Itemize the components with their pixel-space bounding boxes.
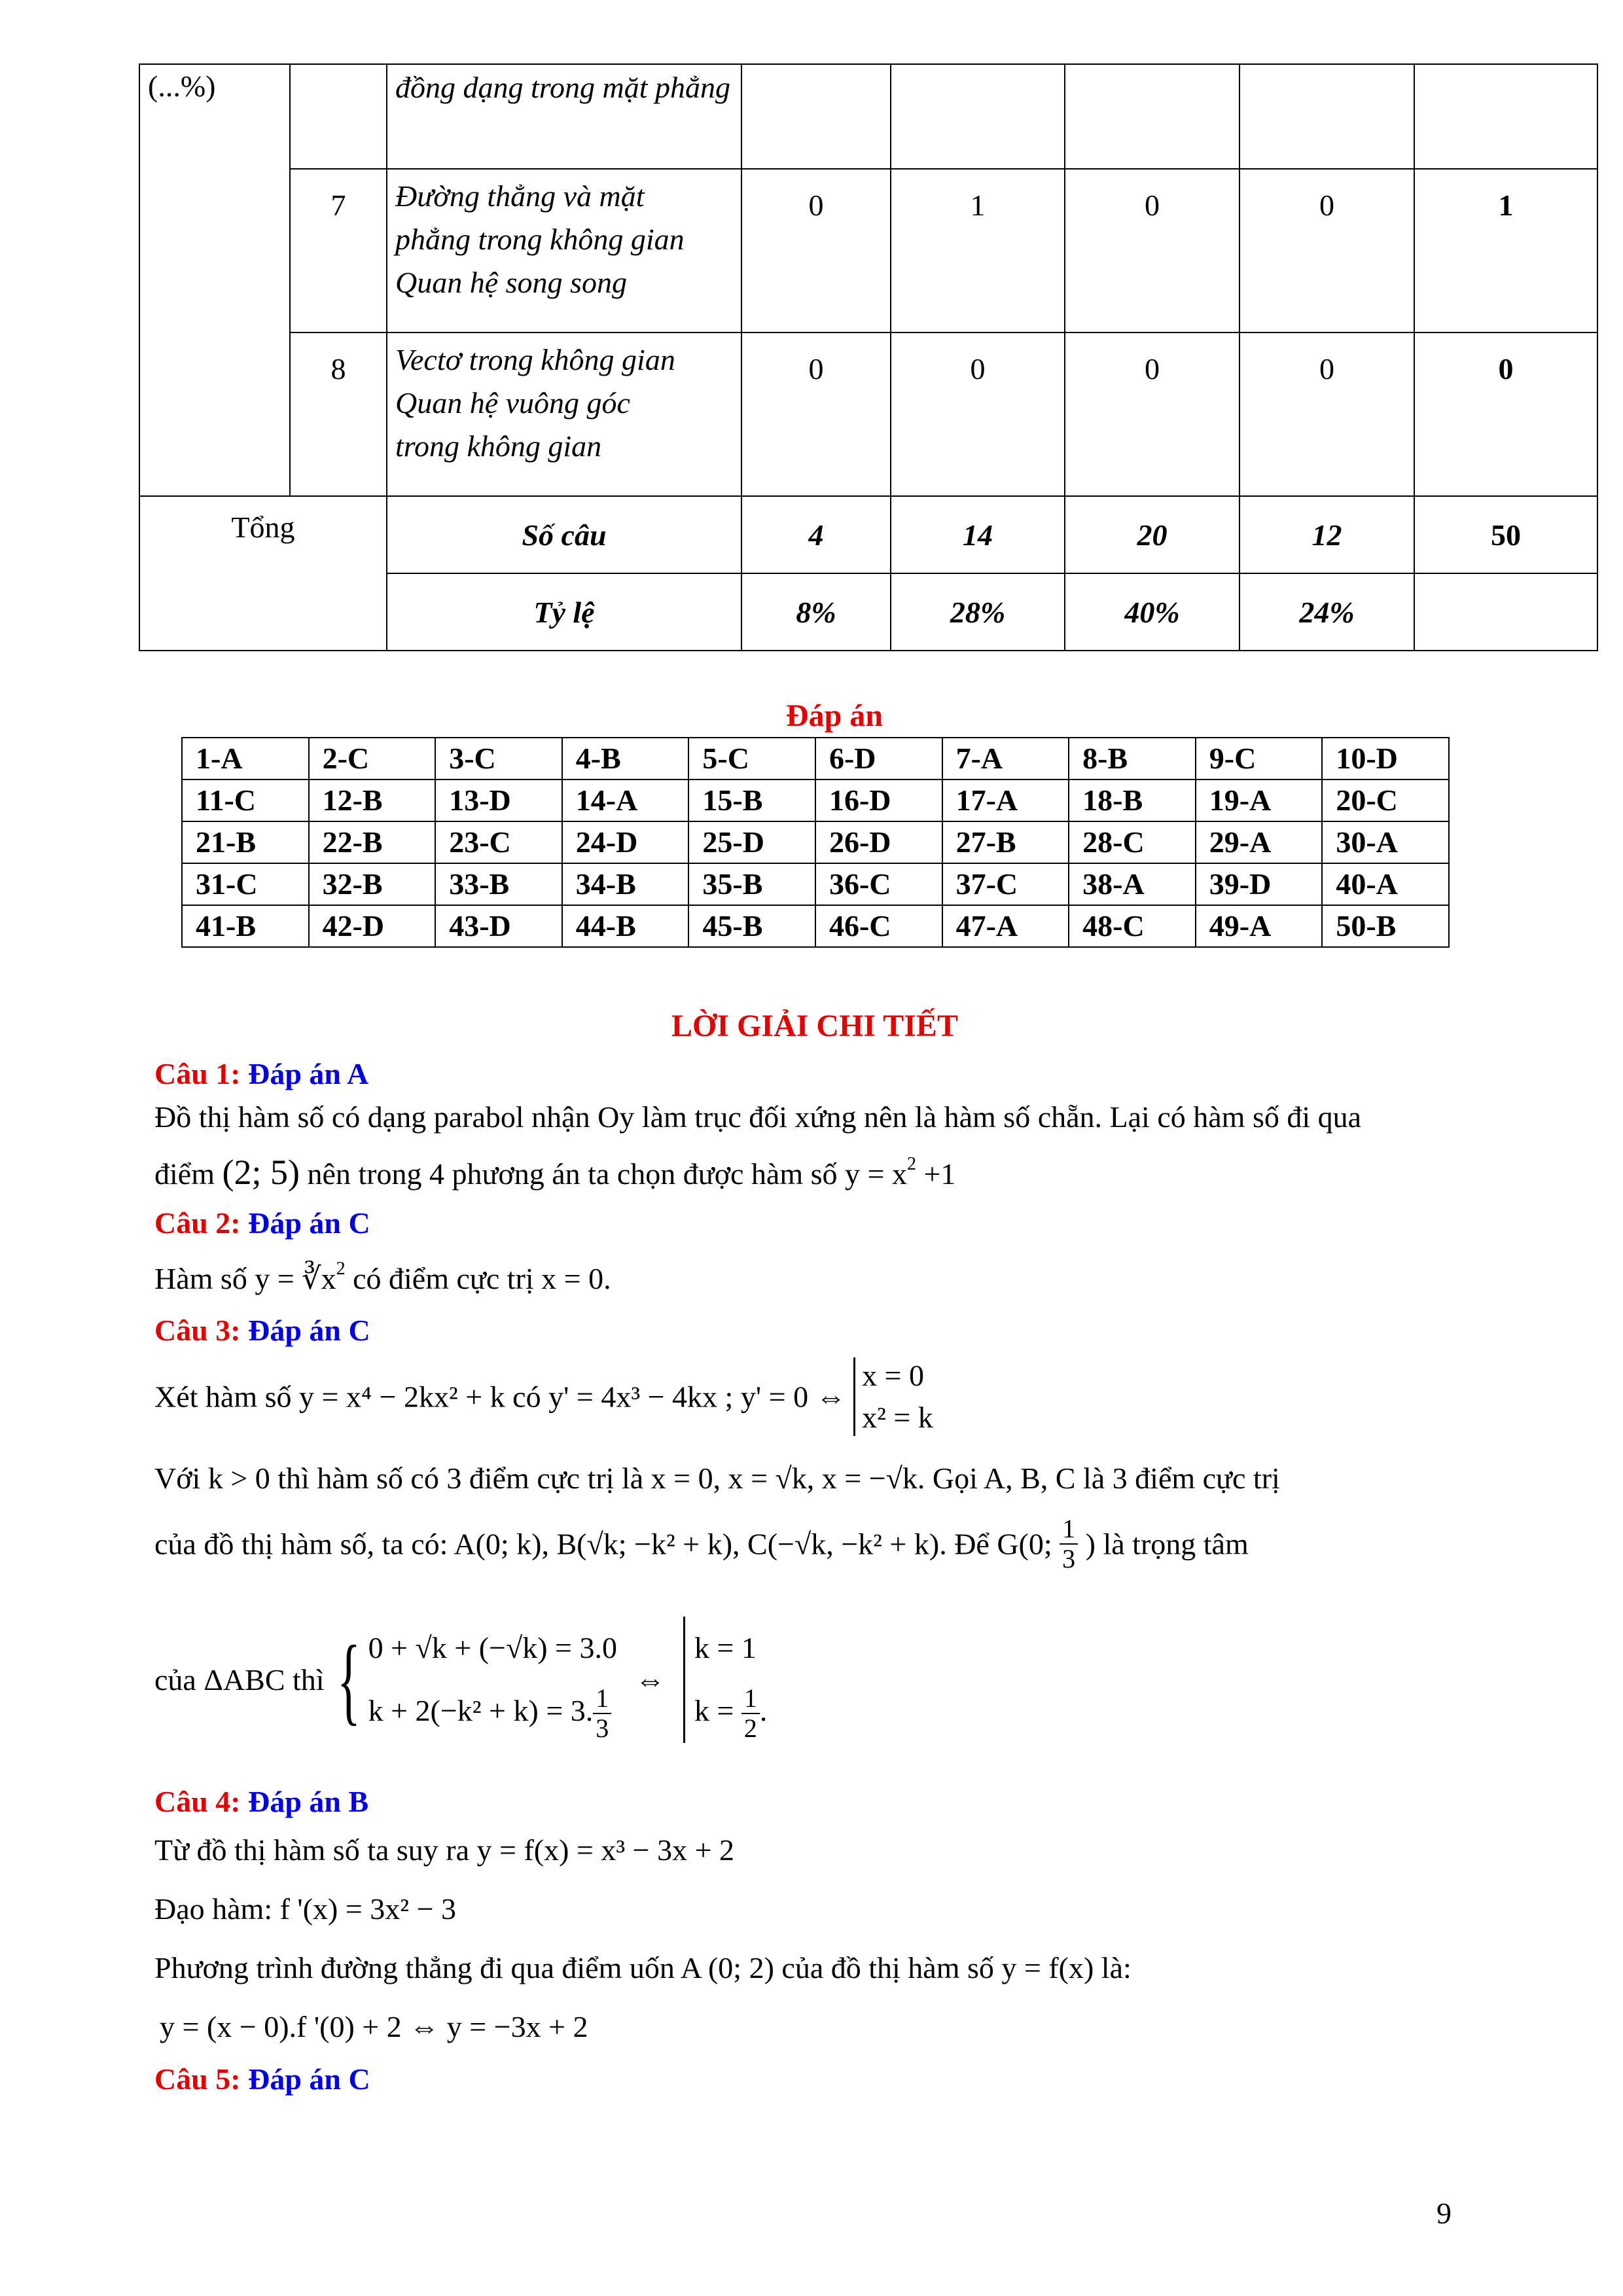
- answer-cell: 37-C: [942, 863, 1069, 905]
- answer-cell: 22-B: [309, 821, 436, 863]
- matrix-table: [139, 63, 1598, 651]
- answer-cell: 11-C: [182, 780, 309, 821]
- answer-cell: 45-B: [688, 905, 815, 947]
- tong-label: Tổng: [139, 496, 387, 651]
- answer-cell: 44-B: [562, 905, 689, 947]
- table-row: [182, 738, 1449, 780]
- answer-cell: 35-B: [688, 863, 815, 905]
- answer-cell: 3-C: [435, 738, 562, 780]
- answer-cell: 25-D: [688, 821, 815, 863]
- answer-cell: 12-B: [309, 780, 436, 821]
- group-cell: (...%): [139, 64, 290, 496]
- answer-cell: 7-A: [942, 738, 1069, 780]
- cau3-line3: của đồ thị hàm số, ta có: A(0; k), B(√k; −k² + k), C(−√k, −k² + k). Để G(0; $\frac{1}{3}$ ) là trọng tâm: [154, 1514, 1249, 1573]
- answer-cell: 4-B: [562, 738, 689, 780]
- answer-cell: 36-C: [815, 863, 942, 905]
- answer-cell: 39-D: [1196, 863, 1323, 905]
- table-row: Tỷ lệ 8% 28% 40% 24%: [139, 573, 1597, 651]
- answer-cell: 27-B: [942, 821, 1069, 863]
- answer-cell: 49-A: [1196, 905, 1323, 947]
- cau5-heading: Câu 5: Đáp án C: [154, 2062, 370, 2096]
- table-row: 8 Vectơ trong không gian Quan hệ vuông góc trong không gian 0 0 0 0 0: [139, 332, 1597, 496]
- answer-cell: 28-C: [1069, 821, 1196, 863]
- answer-cell: 33-B: [435, 863, 562, 905]
- answer-cell: 2-C: [309, 738, 436, 780]
- cau4-line4: y = (x − 0).f '(0) + 2 ⇔ y = −3x + 2: [160, 2010, 588, 2043]
- answer-cell: 23-C: [435, 821, 562, 863]
- cau4-line3: Phương trình đường thẳng đi qua điểm uốn A (0; 2) của đồ thị hàm số y = f(x) là:: [154, 1951, 1132, 1984]
- answer-cell: 6-D: [815, 738, 942, 780]
- table-row: 7 Đường thẳng và mặt phẳng trong không gian Quan hệ song song 0 1 0 0 1: [139, 169, 1597, 332]
- solutions-title: LỜI GIẢI CHI TIẾT: [671, 1009, 958, 1043]
- answer-cell: 15-B: [688, 780, 815, 821]
- answer-cell: 17-A: [942, 780, 1069, 821]
- page-number: 9: [1436, 2197, 1452, 2230]
- answer-cell: 16-D: [815, 780, 942, 821]
- cau3-line1: Xét hàm số y = x⁴ − 2kx² + k có y' = 4x³ − 4kx ; y' = 0 ⇔ x = 0 x² = k: [154, 1355, 933, 1439]
- table-row: [182, 821, 1449, 863]
- answer-cell: 13-D: [435, 780, 562, 821]
- answer-cell: 19-A: [1196, 780, 1323, 821]
- answer-cell: 21-B: [182, 821, 309, 863]
- answer-cell: 5-C: [688, 738, 815, 780]
- cau1-heading: Câu 1: Đáp án A: [154, 1057, 369, 1090]
- answer-cell: 9-C: [1196, 738, 1323, 780]
- cau4-line1: Từ đồ thị hàm số ta suy ra y = f(x) = x³ − 3x + 2: [154, 1833, 735, 1867]
- cau4-heading: Câu 4: Đáp án B: [154, 1785, 369, 1818]
- answer-cell: 10-D: [1322, 738, 1449, 780]
- table-row: Tổng Số câu 4 14 20 12 50: [139, 496, 1597, 573]
- answer-cell: 30-A: [1322, 821, 1449, 863]
- answer-cell: 20-C: [1322, 780, 1449, 821]
- cau2-text: Hàm số $y = ∛x^2$ có điểm cực trị x = 0.: [154, 1259, 611, 1295]
- topic-cell: đồng dạng trong mặt phẳng: [387, 64, 741, 169]
- answer-cell: 43-D: [435, 905, 562, 947]
- cau3-line4: của ΔABC thì { 0 + √k + (−√k) = 3.0 k + 2(−k² + k) = 3. $\frac{1}{3}$ ⇔ k = 1 k = $\frac{1}{2}$ .: [154, 1617, 767, 1743]
- table-row: [182, 863, 1449, 905]
- answer-cell: 14-A: [562, 780, 689, 821]
- answer-cell: 50-B: [1322, 905, 1449, 947]
- answer-cell: 42-D: [309, 905, 436, 947]
- answer-cell: 24-D: [562, 821, 689, 863]
- cau1-text-2: điểm (2; 5) nên trong 4 phương án ta chọn được hàm số $y = x^2 +1$: [154, 1153, 956, 1192]
- answer-cell: 32-B: [309, 863, 436, 905]
- answer-cell: 40-A: [1322, 863, 1449, 905]
- answer-key-title: Đáp án: [785, 698, 883, 733]
- answer-cell: 41-B: [182, 905, 309, 947]
- answer-cell: 8-B: [1069, 738, 1196, 780]
- cau3-line2: Với k > 0 thì hàm số có 3 điểm cực trị là x = 0, x = √k, x = −√k. Gọi A, B, C là 3 điểm cực trị: [154, 1462, 1280, 1495]
- cau2-heading: Câu 2: Đáp án C: [154, 1206, 370, 1240]
- answer-cell: 26-D: [815, 821, 942, 863]
- answer-cell: 38-A: [1069, 863, 1196, 905]
- answer-cell: 46-C: [815, 905, 942, 947]
- answer-cell: 48-C: [1069, 905, 1196, 947]
- answer-cell: 29-A: [1196, 821, 1323, 863]
- answer-cell: 47-A: [942, 905, 1069, 947]
- cau3-heading: Câu 3: Đáp án C: [154, 1314, 370, 1347]
- answer-cell: 18-B: [1069, 780, 1196, 821]
- table-row: [182, 780, 1449, 821]
- answer-cell: 34-B: [562, 863, 689, 905]
- table-row: [182, 905, 1449, 947]
- answer-cell: 31-C: [182, 863, 309, 905]
- answer-key-table: [181, 737, 1450, 948]
- cau1-text: Đồ thị hàm số có dạng parabol nhận Oy làm trục đối xứng nên là hàm số chẵn. Lại có hàm số đi qua: [154, 1100, 1362, 1134]
- answer-cell: 1-A: [182, 738, 309, 780]
- cau4-line2: Đạo hàm: f '(x) = 3x² − 3: [154, 1892, 457, 1926]
